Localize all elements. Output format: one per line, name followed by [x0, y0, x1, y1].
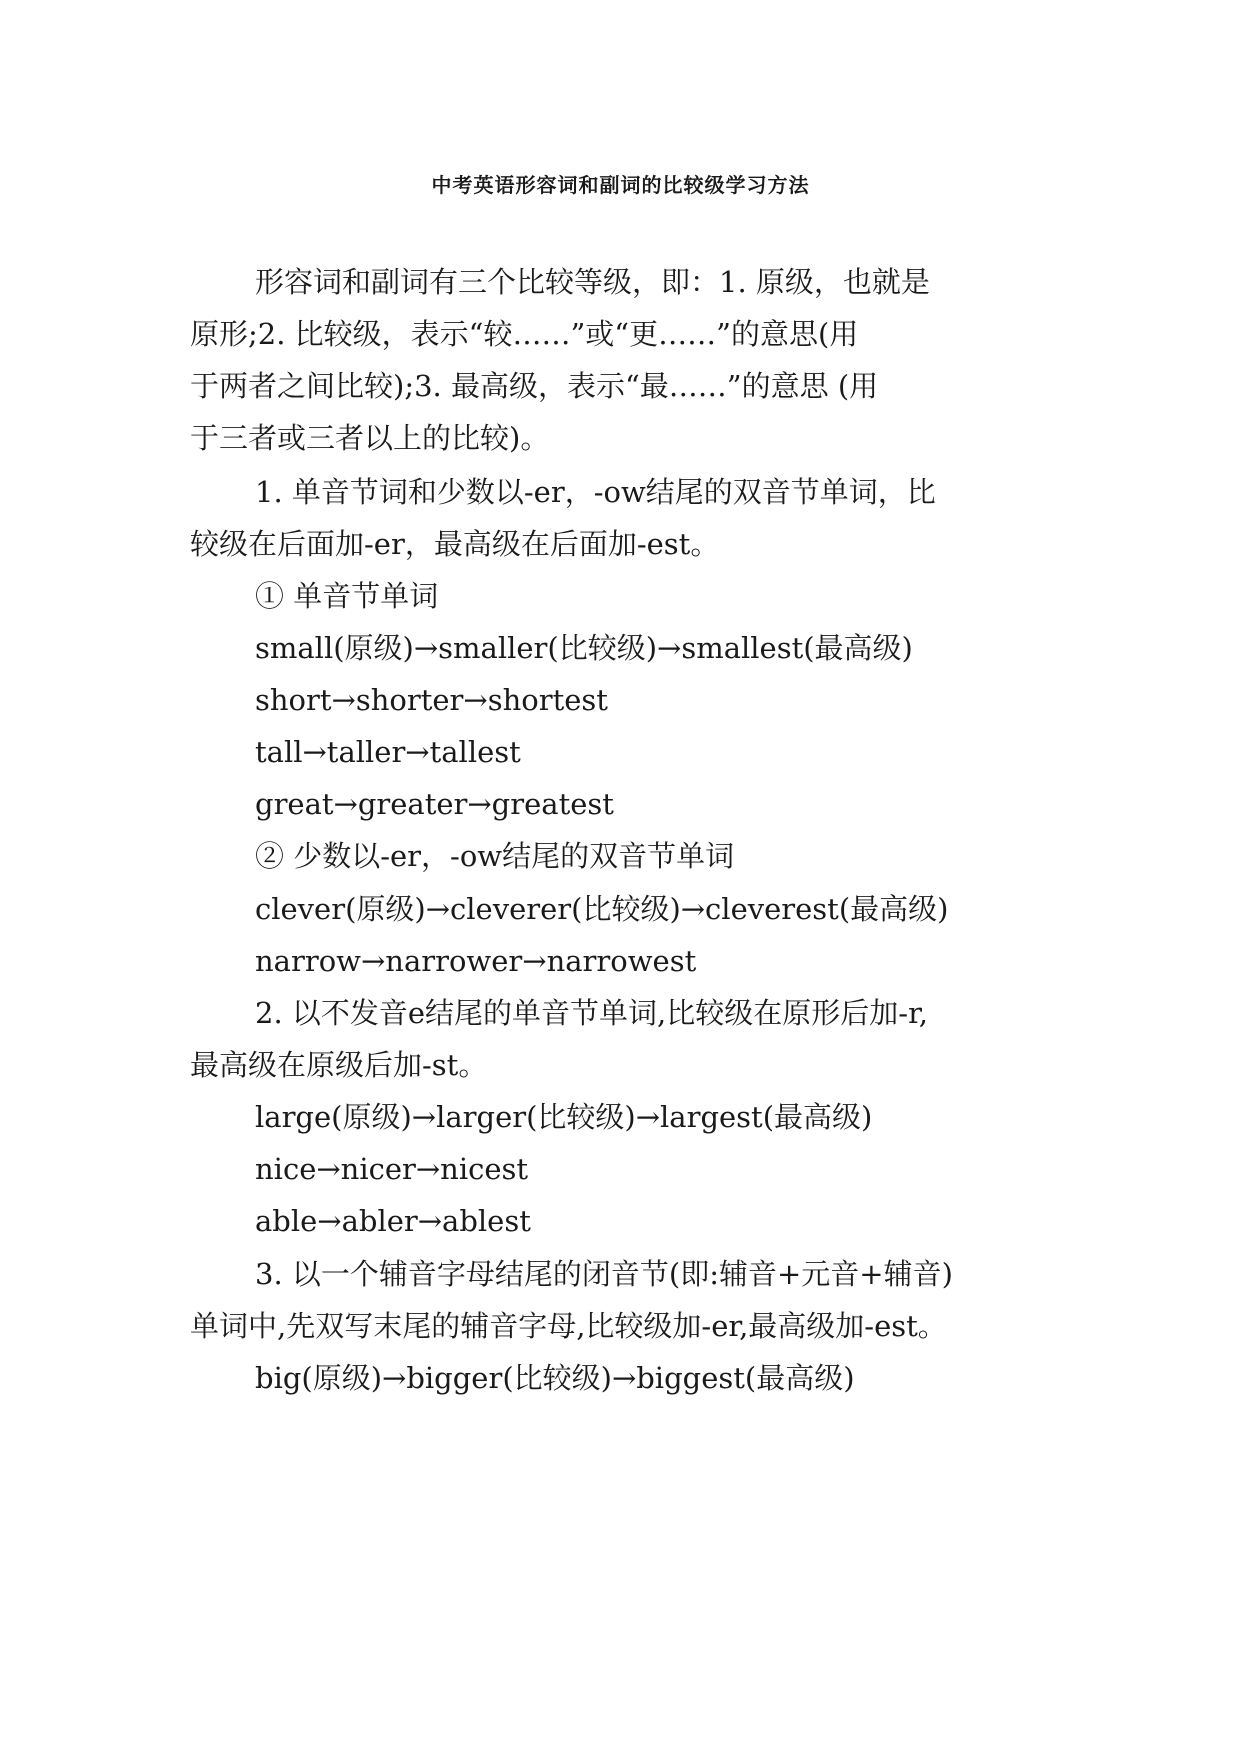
- paragraph-line: 单词中,先双写末尾的辅音字母,比较级加-er,最高级加-est。: [190, 1309, 947, 1343]
- paragraph-line: 最高级在原级后加-st。: [190, 1048, 488, 1082]
- example-line: small(原级)→smaller(比较级)→smallest(最高级): [255, 631, 913, 665]
- example-line: narrow→narrower→narrowest: [255, 944, 697, 978]
- subheading-line: ② 少数以-er，-ow结尾的双音节单词: [255, 839, 735, 873]
- paragraph-line: 3. 以一个辅音字母结尾的闭音节(即:辅音+元音+辅音): [255, 1257, 953, 1291]
- example-line: clever(原级)→cleverer(比较级)→cleverest(最高级): [255, 892, 949, 926]
- paragraph-line: 2. 以不发音e结尾的单音节单词,比较级在原形后加-r,: [255, 996, 928, 1030]
- subheading-line: ① 单音节单词: [255, 579, 439, 613]
- paragraph-line: 于两者之间比较);3. 最高级，表示“最……”的意思 (用: [190, 369, 879, 403]
- example-line: great→greater→greatest: [255, 787, 614, 821]
- paragraph-line: 较级在后面加-er，最高级在后面加-est。: [190, 527, 720, 561]
- paragraph-line: 于三者或三者以上的比较)。: [190, 421, 550, 455]
- paragraph-line: 1. 单音节词和少数以-er，-ow结尾的双音节单词，比: [255, 475, 936, 509]
- example-line: able→abler→ablest: [255, 1204, 531, 1238]
- paragraph-line: 原形;2. 比较级，表示“较……”或“更……”的意思(用: [190, 317, 859, 351]
- example-line: nice→nicer→nicest: [255, 1152, 529, 1186]
- example-line: short→shorter→shortest: [255, 683, 608, 717]
- example-line: tall→taller→tallest: [255, 735, 521, 769]
- example-line: big(原级)→bigger(比较级)→biggest(最高级): [255, 1361, 855, 1395]
- page-title: 中考英语形容词和副词的比较级学习方法: [431, 173, 810, 197]
- example-line: large(原级)→larger(比较级)→largest(最高级): [255, 1100, 873, 1134]
- paragraph-line: 形容词和副词有三个比较等级，即：1. 原级，也就是: [255, 265, 930, 299]
